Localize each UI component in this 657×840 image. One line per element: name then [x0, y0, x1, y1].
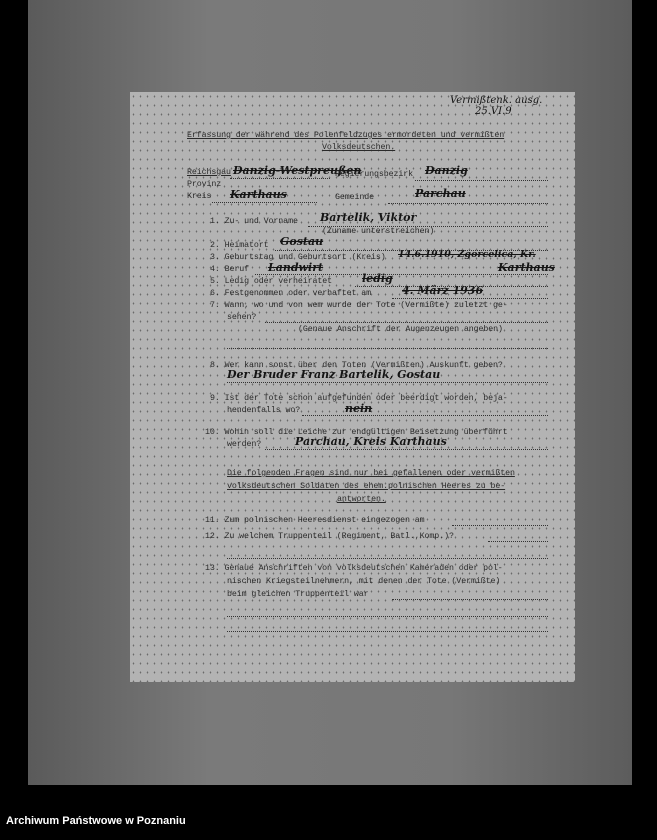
question: 11. Zum polnischen Heeresdienst eingezogen am: [205, 516, 425, 525]
question: werden?: [227, 440, 262, 449]
handwritten-annotation: [450, 95, 542, 117]
instruction-note: volksdeutschen Soldaten des ehem.polnischen Heeres zu be-: [227, 482, 506, 491]
handwritten-value: 14.6.1910, Zgorcelica, Kr.: [398, 249, 536, 260]
label: Reichsgau: [187, 168, 231, 177]
question: 8. Wer kann sonst über den Toten (Vermißten) Auskunft geben?: [210, 361, 503, 370]
label: Provinz: [187, 180, 222, 189]
form-title: Erfassung der während des Polenfeldzuges ermordeten und vermißten: [187, 131, 505, 140]
archive-credit: Archiwum Państwowe w Poznaniu: [6, 815, 186, 827]
label: Gemeinde: [335, 193, 375, 202]
handwritten-value: nein: [345, 402, 373, 415]
instruction-note: antworten.: [337, 495, 386, 504]
question: 2. Heimatort: [210, 241, 269, 250]
label: Kreis: [187, 192, 212, 201]
question: sehen?: [227, 313, 257, 322]
handwritten-value: Der Bruder Franz Bartelik, Gostau: [227, 368, 441, 381]
hint: (Zuname unterstreichen): [322, 227, 435, 236]
question: beim gleichen Truppenteil war: [227, 590, 369, 599]
question: 10. Wohin soll die Leiche zur endgültigen Beisetzung überführt: [205, 428, 508, 437]
question: 1. Zu- und Vorname: [210, 217, 298, 226]
handwritten-value: Gostau: [280, 235, 324, 248]
question: 13. Genaue Anschriften von volksdeutschen Kameraden oder pol-: [205, 564, 503, 573]
handwritten-value: Karthaus: [498, 261, 555, 274]
instruction-note: Die folgenden Fragen sind nur bei gefallenen oder vermißten: [227, 469, 515, 478]
handwritten-value: Bartelik, Viktor: [320, 211, 417, 224]
annotation-line: Vermißtenk. ausg.: [450, 95, 543, 106]
handwritten-value: ledig: [362, 272, 393, 285]
handwritten-value: Danzig: [425, 164, 468, 177]
question: hendenfalls wo?: [227, 406, 301, 415]
question: 12. Zu welchem Truppenteil (Regiment, Batl.,Komp.)?: [205, 532, 454, 541]
question: 7. Wann, wo und von wem wurde der Tote (Vermißte) zuletzt ge-: [210, 301, 508, 310]
handwritten-value: Landwirt: [268, 261, 324, 274]
form-title: Volksdeutschen.: [322, 143, 396, 152]
label: Regierungsbezirk: [335, 170, 414, 179]
question: 3. Geburtstag und Geburtsort (Kreis): [210, 253, 386, 262]
handwritten-value: Karthaus: [230, 188, 287, 201]
question: 6. Festgenommen oder verhaftet am: [210, 289, 372, 298]
handwritten-value: Danzig-Westpreußen: [233, 164, 362, 177]
question: 5. Ledig oder verheiratet: [210, 277, 332, 286]
question: nischen Kriegsteilnehmern, mit denen der Tote (Vermißte): [227, 577, 501, 586]
hint: (Genaue Anschrift der Augenzeugen angeben): [298, 325, 503, 334]
handwritten-value: Parchau, Kreis Karthaus: [295, 435, 447, 448]
question: 9. Ist der Tote schon aufgefunden oder beerdigt worden, beja-: [210, 394, 508, 403]
form-document: [130, 92, 575, 682]
annotation-line: 25.VI.9: [475, 106, 512, 117]
handwritten-value: Parchau: [415, 187, 466, 200]
question: 4. Beruf: [210, 265, 250, 274]
handwritten-value: 4. März 1936: [402, 284, 484, 297]
